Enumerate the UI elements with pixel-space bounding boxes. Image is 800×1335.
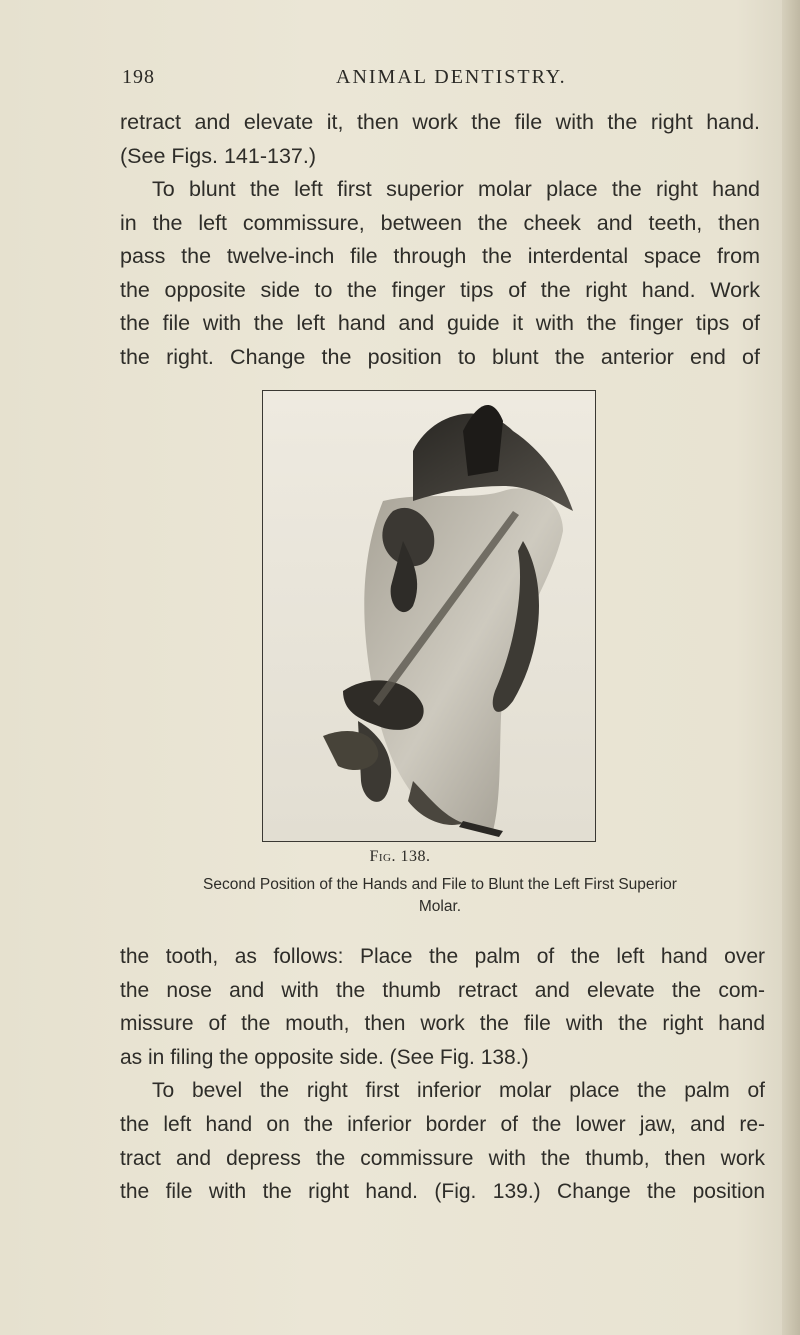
caption-line: Second Position of the Hands and File to Blunt the Left First Superior bbox=[203, 876, 677, 893]
figure-photo-hands-and-file bbox=[263, 391, 595, 841]
text-line: the nose and with the thumb retract and elevate the com- bbox=[120, 978, 765, 1002]
caption-line: Molar. bbox=[418, 898, 462, 915]
text-line: the left hand on the inferior border of the lower jaw, and re- bbox=[120, 1112, 765, 1136]
running-title: ANIMAL DENTISTRY. bbox=[336, 66, 567, 88]
text-line: as in filing the opposite side. (See Fig. 138.) bbox=[120, 1045, 529, 1069]
text-line: the opposite side to the finger tips of the right hand. Work bbox=[120, 277, 760, 302]
figure-label: Fig. 138. bbox=[369, 848, 431, 865]
text-line: the file with the left hand and guide it with the finger tips of bbox=[120, 311, 760, 335]
text-line: the file with the right hand. (Fig. 139.) Change the position bbox=[120, 1180, 765, 1204]
text-line: (See Figs. 141-137.) bbox=[120, 143, 316, 168]
text-line: in the left commissure, between the cheek and teeth, then bbox=[120, 210, 760, 235]
text-line: To bevel the right first inferior molar place the palm of bbox=[152, 1079, 765, 1103]
page-edge-shadow bbox=[782, 0, 800, 1335]
text-line: pass the twelve-inch file through the interdental space from bbox=[120, 244, 760, 268]
text-line: To blunt the left first superior molar place the right hand bbox=[152, 177, 760, 201]
text-line: the right. Change the position to blunt the anterior end of bbox=[120, 344, 760, 369]
figure-caption bbox=[110, 874, 770, 918]
page-header bbox=[122, 66, 682, 92]
text-line: missure of the mouth, then work the file with the right hand bbox=[120, 1012, 765, 1036]
text-line: the tooth, as follows: Place the palm of the left hand over bbox=[120, 945, 765, 968]
text-line: tract and depress the commissure with the thumb, then work bbox=[120, 1146, 765, 1170]
text-line: retract and elevate it, then work the file with the right hand. bbox=[120, 110, 760, 134]
page-number: 198 bbox=[122, 66, 155, 88]
figure-photo-frame bbox=[262, 390, 596, 842]
paragraph-bottom bbox=[120, 940, 765, 1209]
paragraph-top bbox=[120, 106, 760, 374]
